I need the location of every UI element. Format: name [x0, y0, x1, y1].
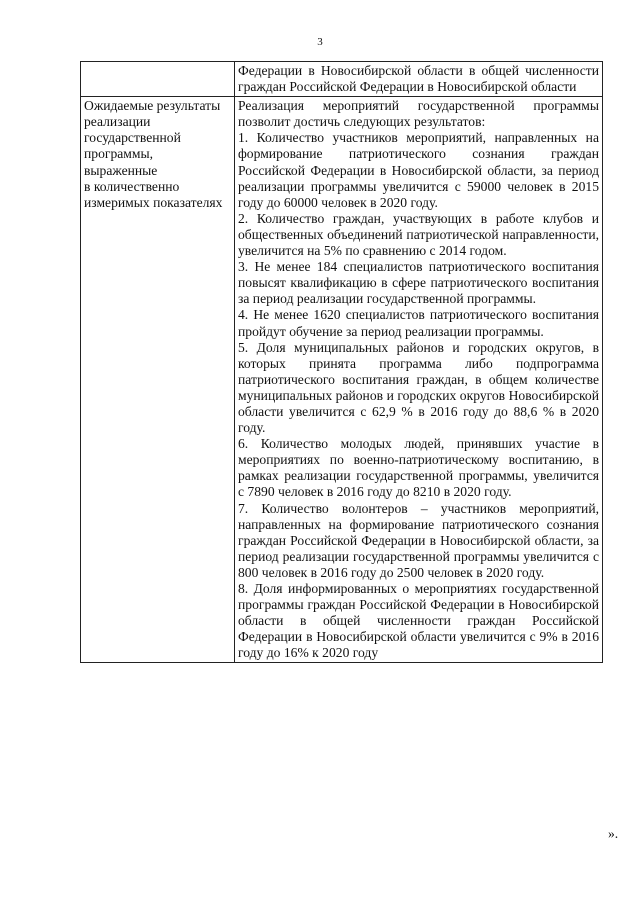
- expected-results-label: Ожидаемые результаты реализации государственной программы, выраженные в количественно измеримых показателях: [84, 98, 223, 210]
- closing-quote-mark: ».: [608, 826, 619, 841]
- result-item-8: 8. Доля информированных о мероприятиях государственной программы граждан Российской Федерации в Новосибирской области в общей численности граждан Российской Федерации в Новосибирской области увеличится с 9% в 2016 году до 16% к 2020 году: [238, 581, 599, 661]
- result-item-7: 7. Количество волонтеров – участников мероприятий, направленных на формирование патриотического сознания граждан Российской Федерации в Новосибирской области, за период реализации государственной программы увеличится с 800 человек в 2016 году до 2500 человек в 2020 году.: [238, 500, 599, 580]
- page-number: 3: [317, 36, 323, 48]
- row-content-cell: [235, 62, 603, 97]
- result-item-1: 1. Количество участников мероприятий, направленных на формирование патриотического сознания граждан Российской Федерации в Новосибирской области, за период реализации программы увеличится с 59000 человек в 2015 году до 60000 человек в 2020 году.: [238, 130, 599, 210]
- row-label-cell: [81, 62, 235, 97]
- intro-paragraph: Реализация мероприятий государственной программы позволит достичь следующих результатов:: [238, 98, 599, 130]
- result-item-3: 3. Не менее 184 специалистов патриотического воспитания повысят квалификацию в сфере патриотического воспитания за период реализации государственной программы.: [238, 259, 599, 307]
- table-row: [81, 62, 603, 97]
- table-row: [81, 97, 603, 663]
- row-content-cell: [235, 97, 603, 663]
- row-label-cell: [81, 97, 235, 663]
- result-item-6: 6. Количество молодых людей, принявших участие в мероприятиях по военно-патриотическому воспитанию, в рамках реализации государственной программы, увеличится с 7890 человек в 2016 году до 8210 в 2020 году.: [238, 436, 599, 500]
- result-item-2: 2. Количество граждан, участвующих в работе клубов и общественных объединений патриотической направленности, увеличится на 5% по сравнению с 2014 годом.: [238, 210, 599, 259]
- paragraph: Федерации в Новосибирской области в общей численности граждан Российской Федерации в Новосибирской области: [238, 63, 599, 95]
- program-passport-table: [80, 61, 603, 663]
- result-item-4: 4. Не менее 1620 специалистов патриотического воспитания пройдут обучение за период реализации программы.: [238, 307, 599, 339]
- result-item-5: 5. Доля муниципальных районов и городских округов, в которых принята программа либо подпрограмма патриотического воспитания граждан, в общем количестве муниципальных районов и городских округов Новосибирской области увеличится с 62,9 % в 2016 году до 88,6 % в 2020 году.: [238, 339, 599, 436]
